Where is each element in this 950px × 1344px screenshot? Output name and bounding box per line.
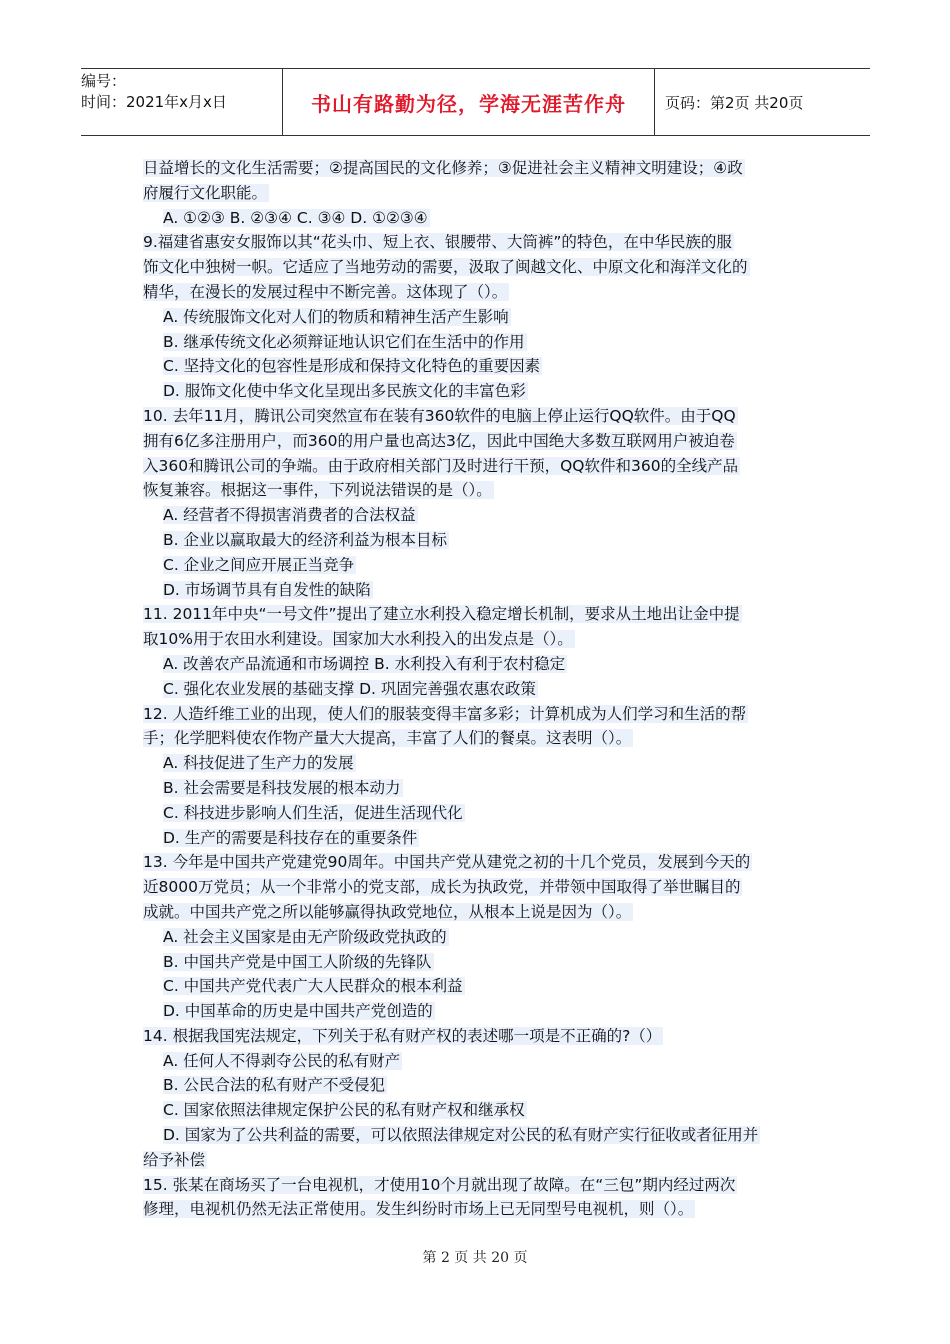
text-line	[143, 503, 808, 528]
text-line	[143, 900, 808, 925]
line-text: 11. 2011年中央“一号文件”提出了建立水利投入稳定增长机制，要求从土地出让金中提	[143, 605, 740, 624]
text-line	[143, 925, 808, 950]
page-footer: 第 2 页 共 20 页	[422, 1250, 528, 1266]
text-line	[143, 726, 808, 751]
line-text: 15. 张某在商场买了一台电视机，才使用10个月就出现了故障。在“三包”期内经过两次	[143, 1175, 736, 1194]
text-line	[143, 354, 808, 379]
line-text: 给予补偿	[143, 1150, 206, 1169]
line-text: 恢复兼容。根据这一事件，下列说法错误的是（）。	[143, 481, 492, 500]
line-text: A. 任何人不得剥夺公民的私有财产	[163, 1051, 401, 1070]
line-text: 10. 去年11月，腾讯公司突然宣布在装有360软件的电脑上停止运行QQ软件。由于QQ	[143, 406, 736, 425]
line-text: A. 科技促进了生产力的发展	[163, 754, 354, 773]
line-text: 修理，电视机仍然无法正常使用。发生纠纷时市场上已无同型号电视机，则（）。	[143, 1200, 694, 1219]
line-text: A. 社会主义国家是由无产阶级政党执政的	[163, 927, 447, 946]
text-line	[143, 181, 808, 206]
text-line	[143, 206, 808, 231]
document-body	[143, 156, 808, 1222]
header-motto: 书山有路勤为径，学海无涯苦作舟	[282, 69, 655, 135]
line-text: A. ①②③ B. ②③④ C. ③④ D. ①②③④	[163, 208, 428, 227]
text-line	[143, 602, 808, 627]
text-line	[143, 875, 808, 900]
line-text: C. 中国共产党代表广大人民群众的根本利益	[163, 977, 463, 996]
text-line	[143, 1098, 808, 1123]
text-line	[143, 454, 808, 479]
header-info	[81, 69, 282, 135]
text-line	[143, 652, 808, 677]
text-line	[143, 1173, 808, 1198]
line-text: 饰文化中独树一帜。它适应了当地劳动的需要，汲取了闽越文化、中原文化和海洋文化的	[143, 258, 748, 277]
text-line	[143, 553, 808, 578]
line-text: 精华，在漫长的发展过程中不断完善。这体现了（）。	[143, 282, 508, 301]
line-text: B. 继承传统文化必须辩证地认识它们在生活中的作用	[163, 332, 525, 351]
line-text: 日益增长的文化生活需要；②提高国民的文化修养；③促进社会主义精神文明建设；④政	[143, 159, 743, 177]
document-number: 编号：	[81, 72, 127, 90]
text-line	[143, 379, 808, 404]
text-line	[143, 974, 808, 999]
line-text: B. 中国共产党是中国工人阶级的先锋队	[163, 952, 432, 971]
text-line	[143, 627, 808, 652]
text-line	[143, 404, 808, 429]
text-line	[143, 1024, 808, 1049]
text-line	[143, 156, 808, 181]
text-line	[143, 950, 808, 975]
text-line	[143, 330, 808, 355]
line-text: C. 国家依照法律规定保护公民的私有财产权和继承权	[163, 1101, 525, 1120]
line-text: 取10%用于农田水利建设。国家加大水利投入的出发点是（）。	[143, 630, 573, 649]
text-line	[143, 751, 808, 776]
text-line	[143, 578, 808, 603]
text-line	[143, 677, 808, 702]
line-text: 手；化学肥料使农作物产量大大提高，丰富了人们的餐桌。这表明（）。	[143, 729, 632, 748]
line-text: B. 公民合法的私有财产不受侵犯	[163, 1076, 385, 1095]
text-line	[143, 702, 808, 727]
line-text: 入360和腾讯公司的争端。由于政府相关部门及时进行干预，QQ软件和360的全线产品	[143, 456, 739, 475]
header-page-info: 页码：第2页 共20页	[665, 93, 804, 112]
line-text: D. 生产的需要是科技存在的重要条件	[163, 828, 418, 847]
line-text: A. 传统服饰文化对人们的物质和精神生活产生影响	[163, 307, 509, 326]
line-text: 12. 人造纤维工业的出现，使人们的服装变得丰富多彩；计算机成为人们学习和生活的帮	[143, 704, 747, 723]
line-text: 府履行文化职能。	[143, 183, 268, 202]
line-text: C. 坚持文化的包容性是形成和保持文化特色的重要因素	[163, 357, 541, 376]
line-text: B. 企业以赢取最大的经济利益为根本目标	[163, 530, 447, 549]
page-header	[81, 68, 870, 136]
text-line	[143, 801, 808, 826]
text-line	[143, 850, 808, 875]
line-text: D. 市场调节具有自发性的缺陷	[163, 580, 371, 599]
text-line	[143, 1123, 808, 1148]
line-text: C. 科技进步影响人们生活，促进生活现代化	[163, 803, 463, 822]
line-text: D. 中国革命的历史是中国共产党创造的	[163, 1002, 433, 1021]
text-line	[143, 1049, 808, 1074]
line-text: 13. 今年是中国共产党建党90周年。中国共产党从建党之初的十几个党员，发展到今天的	[143, 853, 751, 872]
line-text: D. 国家为了公共利益的需要，可以依照法律规定对公民的私有财产实行征收或者征用并	[163, 1126, 759, 1145]
line-text: 拥有6亿多注册用户，而360的用户量也高达3亿，因此中国绝大多数互联网用户被迫卷	[143, 431, 735, 450]
line-text: 成就。中国共产党之所以能够赢得执政党地位，从根本上说是因为（）。	[143, 902, 632, 921]
document-date: 时间：2021年x月x日	[81, 93, 227, 111]
line-text: C. 强化农业发展的基础支撑 D. 巩固完善强农惠农政策	[163, 679, 536, 698]
line-text: A. 经营者不得损害消费者的合法权益	[163, 506, 416, 525]
text-line	[143, 1148, 808, 1173]
text-line	[143, 999, 808, 1024]
line-text: D. 服饰文化使中华文化呈现出多民族文化的丰富色彩	[163, 382, 526, 401]
text-line	[143, 280, 808, 305]
text-line	[143, 1073, 808, 1098]
text-line	[143, 776, 808, 801]
text-line	[143, 429, 808, 454]
line-text: 近8000万党员；从一个非常小的党支部，成长为执政党，并带领中国取得了举世瞩目的	[143, 878, 741, 897]
text-line	[143, 230, 808, 255]
line-text: 14. 根据我国宪法规定，下列关于私有财产权的表述哪一项是不正确的?（）	[143, 1026, 662, 1045]
text-line	[143, 826, 808, 851]
line-text: 9.福建省惠安女服饰以其“花头巾、短上衣、银腰带、大筒裤”的特色，在中华民族的服	[143, 233, 732, 252]
text-line	[143, 528, 808, 553]
line-text: B. 社会需要是科技发展的根本动力	[163, 778, 401, 797]
line-text: C. 企业之间应开展正当竞争	[163, 555, 355, 574]
text-line	[143, 478, 808, 503]
text-line	[143, 255, 808, 280]
text-line	[143, 305, 808, 330]
text-line	[143, 1197, 808, 1222]
line-text: A. 改善农产品流通和市场调控 B. 水利投入有利于农村稳定	[163, 654, 566, 673]
